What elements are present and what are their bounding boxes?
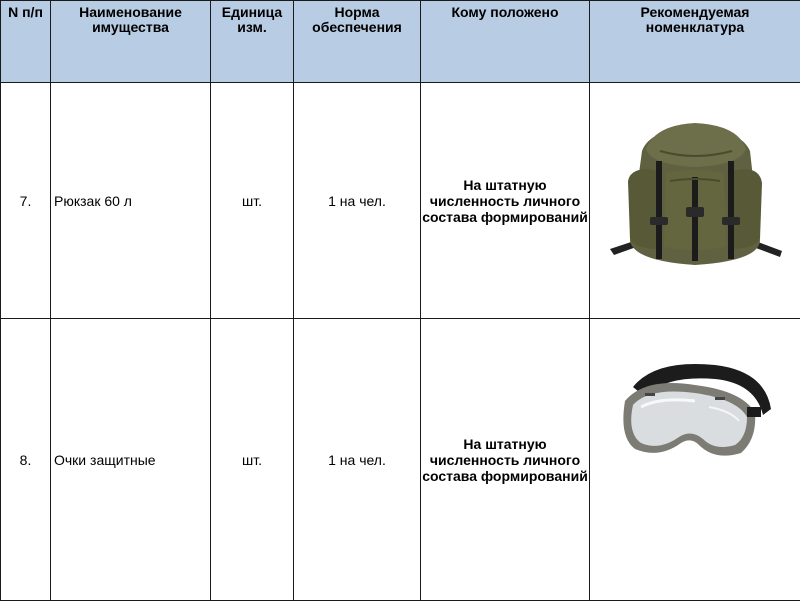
row-name: Очки защитные [51,319,211,601]
row-num: 7. [1,83,51,319]
row-who: На штатную численность личного состава формирований [421,83,590,319]
header-row [1,1,800,83]
row-name: Рюкзак 60 л [51,83,211,319]
row-norm: 1 на чел. [294,83,421,319]
row-who: На штатную численность личного состава формирований [421,319,590,601]
header-unit: Единица изм. [211,1,294,83]
table-row [1,319,800,601]
header-nomenclature: Рекомендуемая номенклатура [590,1,800,83]
goggles-image-cell [590,319,800,601]
row-norm: 1 на чел. [294,319,421,601]
header-num: N п/п [1,1,51,83]
row-unit: шт. [211,83,294,319]
row-unit: шт. [211,319,294,601]
row-num: 8. [1,319,51,601]
backpack-image [600,121,790,281]
header-who: Кому положено [421,1,590,83]
goggles-image [615,357,775,467]
header-norm: Норма обеспечения [294,1,421,83]
header-name: Наименование имущества [51,1,211,83]
table-row [1,83,800,319]
backpack-image-cell [590,83,800,319]
